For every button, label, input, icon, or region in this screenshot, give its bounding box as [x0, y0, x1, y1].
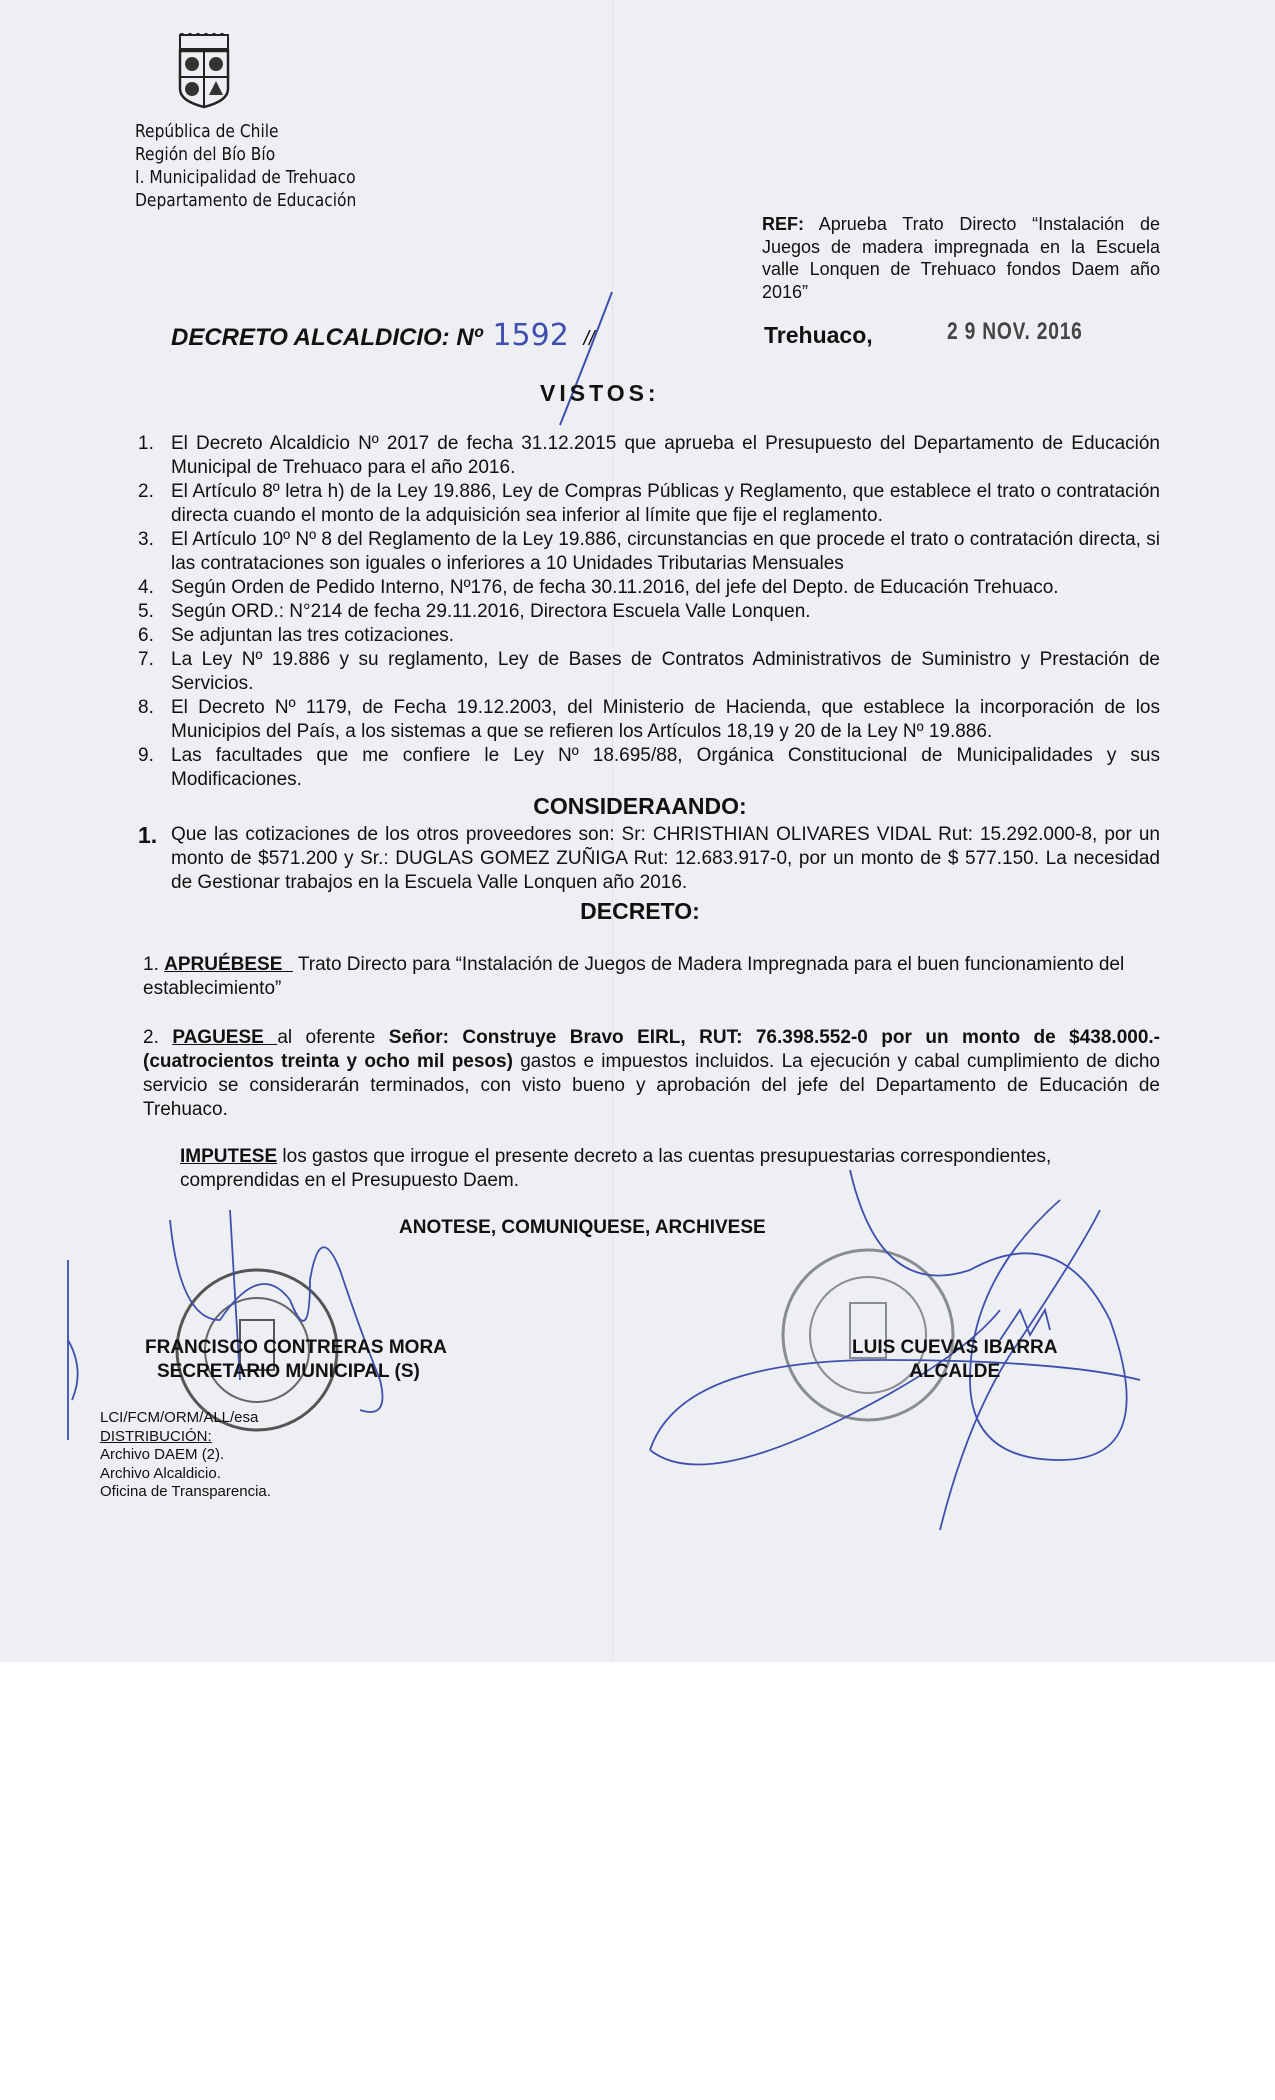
decree-number-handwritten: 1592: [492, 318, 569, 353]
ref-text: Aprueba Trato Directo “Instalación de Juegos de madera impregnada en la Escuela valle Lonquen de Trehuaco fondos Daem año 2016”: [762, 214, 1160, 302]
signatory-name: FRANCISCO CONTRERAS MORA: [145, 1337, 447, 1358]
distribution-label: DISTRIBUCIÓN:: [100, 1427, 212, 1445]
list-item: 1. El Decreto Alcaldicio Nº 2017 de fecha 31.12.2015 que aprueba el Presupuesto del Departamento de Educación Municipal de Trehuaco para el año 2016.: [138, 433, 1160, 478]
keyword-apruebese: APRUÉBESE: [164, 954, 283, 975]
section-title-considerando: CONSIDERAANDO:: [533, 793, 747, 819]
list-item: 2. El Artículo 8º letra h) de la Ley 19.886, Ley de Compras Públicas y Reglamento, que establece el trato o contratación directa cuando el monto de la adquisición sea inferior al límite que fije el reglamento.: [138, 481, 1160, 526]
keyword-imputese: IMPUTESE: [180, 1146, 278, 1167]
decree-suffix: //: [583, 328, 595, 350]
list-item: 4. Según Orden de Pedido Interno, Nº176, de fecha 30.11.2016, del jefe del Depto. de Educación Trehuaco.: [138, 577, 1059, 598]
imputese-paragraph: IMPUTESE los gastos que irrogue el presente decreto a las cuentas presupuestarias correspondientes, comprendidas en el Presupuesto Daem.: [180, 1146, 1052, 1191]
signatory-title: ALCALDE: [909, 1361, 1001, 1382]
signatory-name: LUIS CUEVAS IBARRA: [852, 1337, 1058, 1358]
handwritten-slash-mark: [520, 290, 620, 430]
header-line: I. Municipalidad de Trehuaco: [135, 167, 356, 188]
signatory-title: SECRETARIO MUNICIPAL (S): [157, 1361, 420, 1382]
list-item: 8. El Decreto Nº 1179, de Fecha 19.12.2003, del Ministerio de Hacienda, que establece la incorporación de los Municipios del País, a los sistemas a que se refieren los Artículos 18,19 y 20 de la Ley Nº 19.886.: [138, 697, 1160, 742]
list-item: 7. La Ley Nº 19.886 y su reglamento, Ley de Bases de Contratos Administrativos de Suministro y Prestación de Servicios.: [138, 649, 1160, 694]
distribution-item: Archivo Alcaldicio.: [100, 1464, 221, 1482]
keyword-paguese: PAGUESE: [172, 1027, 264, 1048]
decreto-item-1: 1. APRUÉBESE Trato Directo para “Instalación de Juegos de Madera Impregnada para el buen funcionamiento del establecimiento”: [143, 954, 1125, 999]
coat-of-arms-logo: [174, 33, 234, 108]
closing-formula: ANOTESE, COMUNIQUESE, ARCHIVESE: [399, 1217, 766, 1238]
list-item: 6. Se adjuntan las tres cotizaciones.: [138, 625, 455, 646]
vistos-list: [138, 432, 1160, 792]
header-line: Región del Bío Bío: [135, 144, 276, 165]
section-title-decreto: DECRETO:: [580, 898, 700, 924]
date-stamp: 2 9 NOV. 2016: [947, 318, 1083, 345]
place-label: Trehuaco,: [764, 322, 873, 348]
right-signatory: [852, 1336, 1058, 1384]
distribution-item: Oficina de Transparencia.: [100, 1483, 271, 1500]
list-item: 3. El Artículo 10º Nº 8 del Reglamento de la Ley 19.886, circunstancias en que procede el trato o contratación directa, si las contrataciones son iguales o inferiores a 10 Unidades Tributarias Mensuales: [138, 529, 1160, 574]
considerando-item: 1. Que las cotizaciones de los otros proveedores son: Sr: CHRISTHIAN OLIVARES VIDAL Rut: 15.292.000-8, por un monto de $571.200 y Sr.: DUGLAS GOMEZ ZUÑIGA Rut: 12.683.917-0, por un monto de $ 577.150. La necesidad de Gestionar trabajos en la Escuela Valle Lonquen año 2016.: [138, 822, 1160, 893]
distribution-footer: [100, 1409, 271, 1502]
left-signatory: [145, 1336, 447, 1384]
section-title-vistos: VISTOS:: [540, 380, 660, 406]
institution-header: [135, 120, 356, 212]
header-line: Departamento de Educación: [135, 190, 357, 211]
header-line: República de Chile: [135, 121, 279, 142]
initials: LCI/FCM/ORM/ALL/esa: [100, 1409, 259, 1426]
decree-label: DECRETO ALCALDICIO: Nº: [171, 324, 483, 351]
list-item: 9. Las facultades que me confiere le Ley Nº 18.695/88, Orgánica Constitucional de Municipalidades y sus Modificaciones.: [138, 745, 1160, 790]
reference-block: [762, 213, 1160, 303]
decreto-item-2: 2. PAGUESE al oferente Señor: Construye Bravo EIRL, RUT: 76.398.552-0 por un monto de $438.000.- (cuatrocientos treinta y ocho mil pesos) gastos e impuestos incluidos. La ejecución y cabal cumplimiento de dicho servicio se considerarán terminados, con visto bueno y aprobación del jefe del Departamento de Educación de Trehuaco.: [143, 1027, 1161, 1120]
distribution-item: Archivo DAEM (2).: [100, 1446, 225, 1463]
list-item: 5. Según ORD.: N°214 de fecha 29.11.2016, Directora Escuela Valle Lonquen.: [138, 601, 811, 622]
ref-label: REF:: [762, 214, 804, 234]
